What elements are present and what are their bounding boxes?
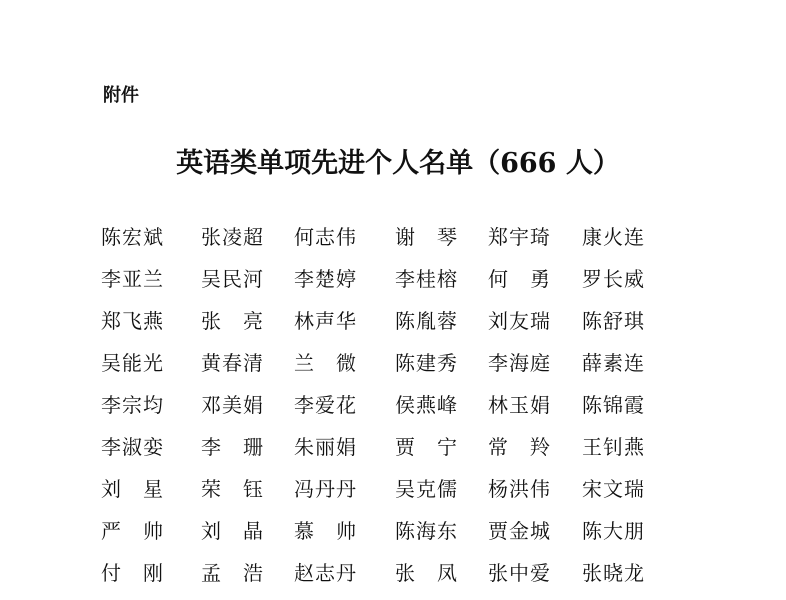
name-entry: 李亚兰 [101,267,164,291]
name-entry: 陈宏斌 [101,225,164,249]
name-entry: 刘 晶 [201,519,263,543]
name-entry: 慕 帅 [294,519,356,543]
name-entry: 贾 宁 [395,435,457,459]
name-entry: 郑飞燕 [101,309,164,333]
name-entry: 吴能光 [101,351,164,375]
page-title: 英语类单项先进个人名单（666 人） [176,148,620,179]
name-entry: 何 勇 [488,267,550,291]
attachment-label: 附件 [103,85,139,106]
name-entry: 李海庭 [488,351,551,375]
name-entry: 付 刚 [101,561,163,585]
name-entry: 李 珊 [201,435,263,459]
name-entry: 宋文瑞 [582,477,645,501]
name-entry: 何志伟 [294,225,357,249]
name-entry: 朱丽娟 [294,435,357,459]
name-entry: 林玉娟 [488,393,551,417]
name-entry: 孟 浩 [201,561,263,585]
name-entry: 李宗均 [101,393,164,417]
name-entry: 张 亮 [201,309,263,333]
name-entry: 陈舒琪 [582,309,645,333]
name-entry: 李楚婷 [294,267,357,291]
name-entry: 贾金城 [488,519,551,543]
name-entry: 邓美娟 [201,393,264,417]
name-entry: 林声华 [294,309,357,333]
name-entry: 张凌超 [201,225,264,249]
name-entry: 赵志丹 [294,561,357,585]
name-entry: 陈海东 [395,519,458,543]
name-entry: 冯丹丹 [294,477,357,501]
name-entry: 张 凤 [395,561,457,585]
name-entry: 陈胤蓉 [395,309,458,333]
name-entry: 谢 琴 [395,225,457,249]
name-entry: 张晓龙 [582,561,645,585]
name-entry: 陈大朋 [582,519,645,543]
name-entry: 常 羚 [488,435,550,459]
name-entry: 刘 星 [101,477,163,501]
name-list [101,222,645,600]
name-entry: 侯燕峰 [395,393,458,417]
name-entry: 李桂榕 [395,267,458,291]
name-entry: 陈建秀 [395,351,458,375]
name-entry: 刘友瑞 [488,309,551,333]
name-entry: 张中爱 [488,561,551,585]
name-entry: 陈锦霞 [582,393,645,417]
name-entry: 李爱花 [294,393,357,417]
name-entry: 罗长威 [582,267,645,291]
name-entry: 荣 钰 [201,477,263,501]
name-entry: 杨洪伟 [488,477,551,501]
name-entry: 王钊燕 [582,435,645,459]
name-entry: 吴克儒 [395,477,458,501]
name-entry: 薛素连 [582,351,645,375]
name-entry: 黄春清 [201,351,264,375]
name-entry: 康火连 [582,225,645,249]
name-entry: 李淑娈 [101,435,164,459]
name-entry: 吴民河 [201,267,264,291]
name-entry: 严 帅 [101,519,163,543]
name-entry: 兰 微 [294,351,356,375]
name-entry: 郑宇琦 [488,225,551,249]
